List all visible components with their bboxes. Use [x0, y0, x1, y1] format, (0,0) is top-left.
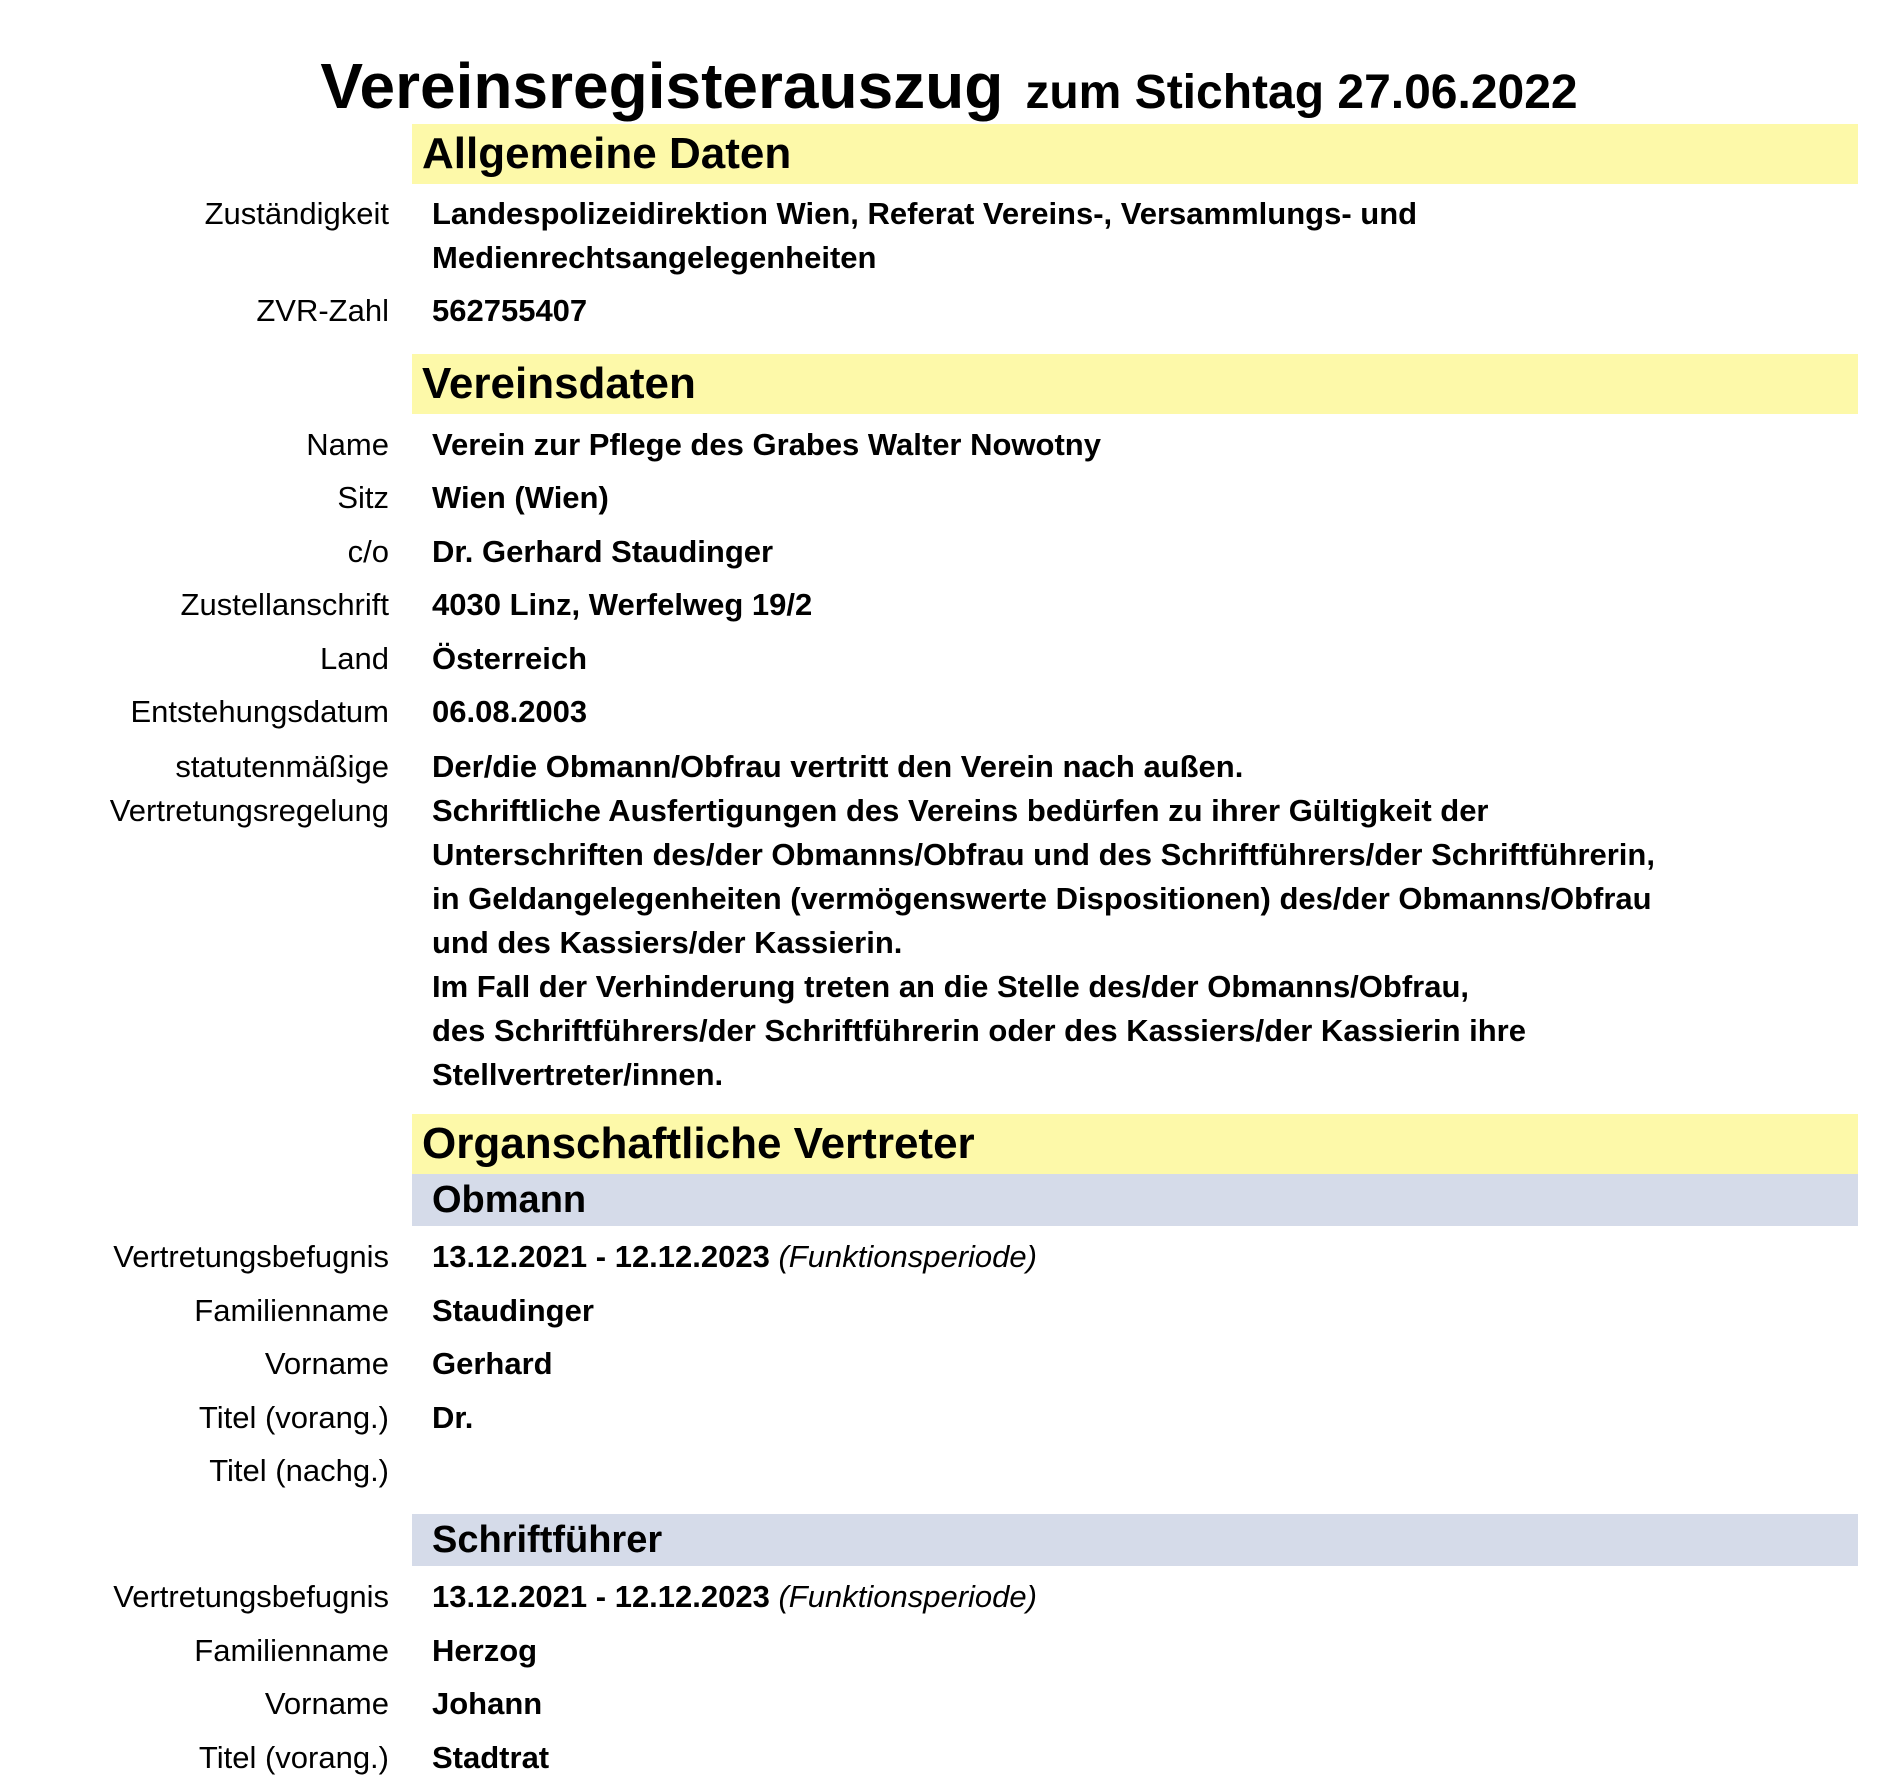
- vertretung-line: Der/die Obmann/Obfrau vertritt den Verein nach außen.: [432, 749, 1244, 784]
- label-titel-nachg: Titel (nachg.): [209, 1453, 389, 1488]
- value-co: Dr. Gerhard Staudinger: [432, 534, 774, 569]
- value-zustaendigkeit-line2: Medienrechtsangelegenheiten: [432, 240, 877, 275]
- value-zustaendigkeit-line1: Landespolizeidirektion Wien, Referat Vereins-, Versammlungs- und: [432, 196, 1418, 231]
- value-zustellanschrift: 4030 Linz, Werfelweg 19/2: [432, 587, 813, 622]
- value-vertretungsbefugnis: [432, 1235, 1862, 1279]
- label-zustaendigkeit: Zuständigkeit: [204, 196, 389, 231]
- label-zustellanschrift: Zustellanschrift: [180, 587, 389, 622]
- value-familienname: Herzog: [432, 1633, 538, 1668]
- value-name: Verein zur Pflege des Grabes Walter Nowotny: [432, 427, 1101, 462]
- befugnis-note: (Funktionsperiode): [778, 1239, 1037, 1274]
- label-vertretungsbefugnis: Vertretungsbefugnis: [113, 1239, 389, 1274]
- value-familienname: Staudinger: [432, 1293, 594, 1328]
- label-co: c/o: [347, 534, 389, 569]
- vertretung-line: in Geldangelegenheiten (vermögenswerte Dispositionen) des/der Obmanns/Obfrau: [432, 881, 1652, 916]
- label-titel-vorang: Titel (vorang.): [198, 1740, 389, 1775]
- document-title: [0, 46, 1898, 126]
- section-heading-allgemeine-daten: Allgemeine Daten: [412, 124, 1858, 184]
- value-vorname: Gerhard: [432, 1346, 553, 1381]
- label-entstehungsdatum: Entstehungsdatum: [130, 694, 389, 729]
- label-vorname: Vorname: [264, 1346, 389, 1381]
- label-vertretungsregelung-line2: Vertretungsregelung: [109, 793, 389, 828]
- section-heading-organschaftliche-vertreter: Organschaftliche Vertreter: [412, 1114, 1858, 1174]
- label-vertretungsregelung: [110, 745, 389, 833]
- label-familienname: Familienname: [194, 1293, 389, 1328]
- title-date: zum Stichtag 27.06.2022: [1025, 66, 1578, 119]
- title-main: Vereinsregisterauszug: [320, 50, 1004, 122]
- label-vertretungsregelung-line1: statutenmäßige: [175, 749, 389, 784]
- befugnis-note: (Funktionsperiode): [778, 1579, 1037, 1614]
- value-titel-vorang: Dr.: [432, 1400, 474, 1435]
- label-name: Name: [306, 427, 389, 462]
- subsection-heading-obmann: Obmann: [412, 1174, 1858, 1226]
- value-titel-vorang: Stadtrat: [432, 1740, 550, 1775]
- label-vorname: Vorname: [264, 1686, 389, 1721]
- label-sitz: Sitz: [337, 480, 389, 515]
- value-entstehungsdatum: 06.08.2003: [432, 694, 588, 729]
- vertretung-line: Unterschriften des/der Obmanns/Obfrau und des Schriftführers/der Schriftführerin,: [432, 837, 1655, 872]
- value-sitz: Wien (Wien): [432, 480, 609, 515]
- value-vorname: Johann: [432, 1686, 543, 1721]
- vertretung-line: des Schriftführers/der Schriftführerin oder des Kassiers/der Kassierin ihre: [432, 1013, 1526, 1048]
- label-land: Land: [320, 641, 389, 676]
- label-titel-vorang: Titel (vorang.): [198, 1400, 389, 1435]
- value-vertretungsbefugnis: [432, 1575, 1862, 1619]
- vertretung-line: Schriftliche Ausfertigungen des Vereins bedürfen zu ihrer Gültigkeit der: [432, 793, 1489, 828]
- befugnis-period: 13.12.2021 - 12.12.2023: [432, 1239, 770, 1274]
- vertretung-line: Im Fall der Verhinderung treten an die Stelle des/der Obmanns/Obfrau,: [432, 969, 1470, 1004]
- label-familienname: Familienname: [194, 1633, 389, 1668]
- value-zvr-zahl: 562755407: [432, 293, 588, 328]
- value-zustaendigkeit: [432, 192, 1862, 280]
- section-heading-vereinsdaten: Vereinsdaten: [412, 354, 1858, 414]
- value-land: Österreich: [432, 641, 588, 676]
- vertretung-line: Stellvertreter/innen.: [432, 1057, 724, 1092]
- value-vertretungsregelung: [432, 745, 1862, 1097]
- label-zvr-zahl: ZVR-Zahl: [256, 293, 389, 328]
- subsection-heading-schriftfuehrer: Schriftführer: [412, 1514, 1858, 1566]
- vertretung-line: und des Kassiers/der Kassierin.: [432, 925, 903, 960]
- label-vertretungsbefugnis: Vertretungsbefugnis: [113, 1579, 389, 1614]
- befugnis-period: 13.12.2021 - 12.12.2023: [432, 1579, 770, 1614]
